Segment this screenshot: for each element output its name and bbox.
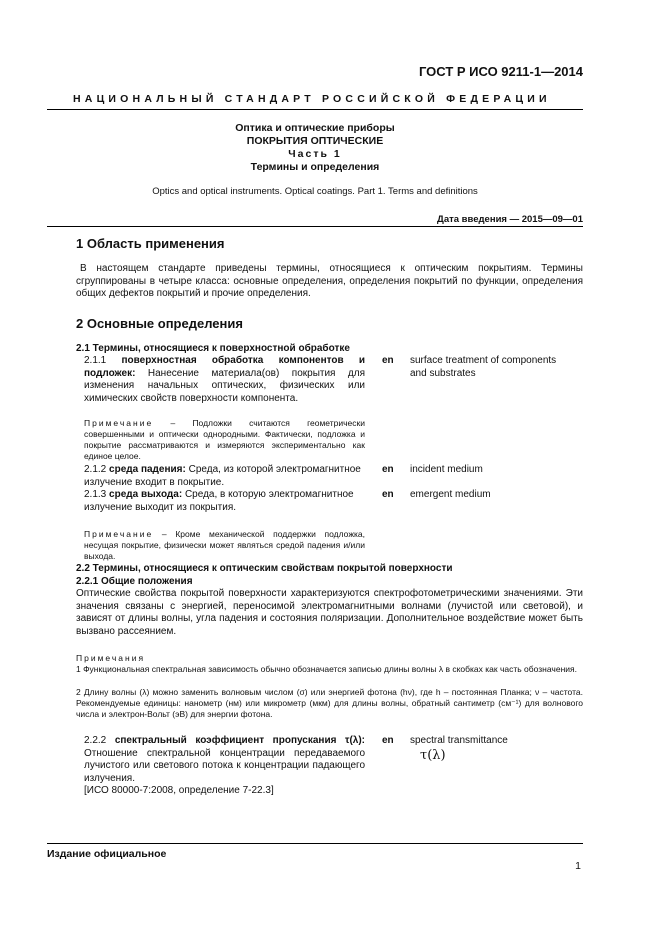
footer-rule: [47, 843, 583, 844]
national-standard-banner: НАЦИОНАЛЬНЫЙ СТАНДАРТ РОССИЙСКОЙ ФЕДЕРАЦИИ: [73, 93, 551, 105]
note-b: 2 Длину волны (λ) можно заменить волновым числом (σ) или энергией фотона (hν), где h – постоянная Планка; ν – частота. Рекомендуемые единицы: нанометр (нм) или микрометр (мкм) для длины волны, обратный сантиметр (см⁻¹) для волнового числа и электрон-Вольт (эВ) для энергии фотона.: [76, 687, 583, 719]
term-2-1-1: [84, 355, 365, 405]
term-number: 2.1.2: [84, 464, 107, 475]
en-label: en: [382, 489, 394, 500]
term-number: 2.1.1: [84, 355, 107, 366]
english-term: surface treatment of components and substrates: [410, 355, 557, 379]
section-2-heading: 2 Основные определения: [76, 316, 243, 331]
subsection-2-2-1: 2.2.1 Общие положения: [76, 576, 193, 587]
header-rule: [47, 109, 583, 110]
section-1-text: В настоящем стандарте приведены термины, относящиеся к оптическим покрытиям. Термины сгруппированы в четыре класса: основные определения, определения покрытий по функции, определения общих дефектов покрытий и прочие определения.: [76, 263, 583, 300]
date-rule: [47, 226, 583, 227]
note-text: – Подложки считаются геометрически совершенными и оптически однородными. Фактически, подложка и покрытие рассматриваются и измеряются экспериментально как единое целое.: [84, 418, 365, 461]
term-number: 2.1.3: [84, 489, 107, 500]
title-line-4: Термины и определения: [250, 161, 380, 173]
term-2-1-3: [84, 489, 365, 514]
note-heading: Примечание: [84, 529, 154, 539]
term-definition: Отношение спектральной концентрации передаваемого лучистого или светового потока к концентрации падающего излучения.: [84, 747, 365, 784]
section-2-2-1-text: Оптические свойства покрытой поверхности характеризуются спектрофотометрическими значениями. Эти значения связаны с энергией, переносимой электромагнитными волнами (лучистой или световой), и зависят от длины волны, угла падения и состояния поляризации. Дополнительное воздействие может быть вызвано рассеянием.: [76, 588, 583, 637]
term-definition: Среда, в которую электромагнитное излучение выходит из покрытия.: [84, 489, 354, 513]
term-name: среда выхода:: [109, 489, 183, 500]
en-label: en: [382, 355, 394, 366]
section-1-heading: 1 Область применения: [76, 236, 225, 251]
note-2: [84, 529, 365, 562]
term-definition: Нанесение материала(ов) покрытия для изменения начальных оптических, физических или химических свойств поверхности компонента.: [84, 367, 366, 404]
term-2-2-2: [84, 735, 365, 798]
subsection-2-2: 2.2 Термины, относящиеся к оптическим свойствам покрытой поверхности: [76, 563, 453, 574]
english-term: incident medium: [410, 464, 483, 475]
edition-label: Издание официальное: [47, 848, 167, 860]
subsection-2-1: 2.1 Термины, относящиеся к поверхностной обработке: [76, 343, 350, 354]
term-name: среда падения:: [109, 464, 186, 475]
english-term: emergent medium: [410, 489, 491, 500]
term-reference: [ИСО 80000-7:2008, определение 7-22.3]: [84, 785, 274, 797]
title-line-3: Часть 1: [288, 148, 342, 160]
document-code: ГОСТ Р ИСО 9211-1—2014: [418, 64, 583, 79]
title-line-2: ПОКРЫТИЯ ОПТИЧЕСКИЕ: [246, 135, 384, 147]
title-line-1: Оптика и оптические приборы: [235, 122, 395, 134]
en-label: en: [382, 735, 394, 746]
term-name: поверхностная обработка компонентов и подложек:: [84, 355, 366, 379]
english-term: spectral transmittance: [410, 735, 508, 746]
en-label: en: [382, 464, 394, 475]
title-block: [47, 122, 583, 174]
effective-date: Дата введения — 2015—09—01: [437, 214, 583, 225]
note-a: 1 Функциональная спектральная зависимость обычно обозначается записью длины волны λ в скобках как часть обозначения.: [76, 664, 577, 674]
notes-heading: Примечания: [76, 653, 146, 663]
english-title: Optics and optical instruments. Optical coatings. Part 1. Terms and definitions: [152, 186, 478, 197]
term-definition: Среда, из которой электромагнитное излучение входит в покрытие.: [84, 464, 361, 488]
term-symbol: τ(λ): [420, 748, 446, 763]
note-heading: Примечание: [84, 418, 154, 428]
page-number: 1: [575, 860, 581, 872]
term-number: 2.2.2: [84, 735, 107, 746]
term-name: спектральный коэффициент пропускания τ(λ):: [114, 735, 366, 746]
note-text: – Кроме механической поддержки подложка, несущая покрытие, физически может являться средой падения и/или выхода.: [84, 529, 365, 561]
note-1: [84, 418, 365, 462]
term-2-1-2: [84, 464, 365, 489]
